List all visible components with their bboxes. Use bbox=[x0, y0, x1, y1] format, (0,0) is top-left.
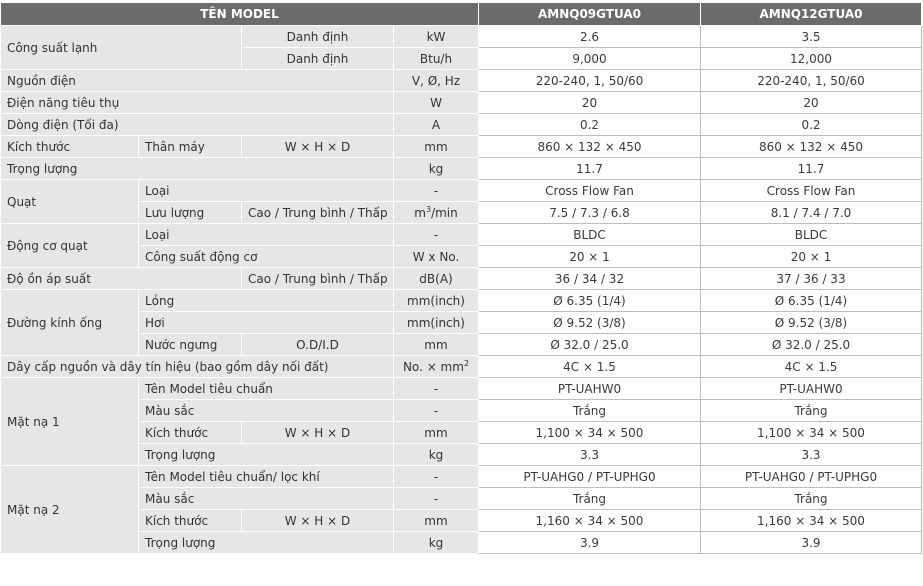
table-row bbox=[1, 70, 922, 92]
table-row bbox=[1, 488, 922, 510]
table-row bbox=[1, 334, 922, 356]
value-model-1: Ø 6.35 (1/4) bbox=[479, 290, 701, 312]
table-row bbox=[1, 224, 922, 246]
value-model-2: 1,100 × 34 × 500 bbox=[701, 422, 922, 444]
row-unit: No. × $mm^2$ bbox=[394, 356, 479, 378]
row-sublabel: Công suất động cơ bbox=[139, 246, 394, 268]
value-model-2: 860 × 132 × 450 bbox=[701, 136, 922, 158]
value-model-2: 220-240, 1, 50/60 bbox=[701, 70, 922, 92]
row-label: Mặt nạ 1 bbox=[1, 378, 139, 466]
table-row bbox=[1, 26, 922, 48]
value-model-2: 20 × 1 bbox=[701, 246, 922, 268]
row-unit: mm bbox=[394, 422, 479, 444]
row-label: Động cơ quạt bbox=[1, 224, 139, 268]
row-label: Kích thước bbox=[1, 136, 139, 158]
row-label: Dây cấp nguồn và dây tín hiệu (bao gồm dây nối đất) bbox=[1, 356, 394, 378]
value-model-1: PT-UAHG0 / PT-UPHG0 bbox=[479, 466, 701, 488]
row-label: Mặt nạ 2 bbox=[1, 466, 139, 554]
value-model-2: 8.1 / 7.4 / 7.0 bbox=[701, 202, 922, 224]
row-sublabel: Thân máy bbox=[139, 136, 242, 158]
value-model-2: 3.9 bbox=[701, 532, 922, 554]
header-model-2: AMNQ12GTUA0 bbox=[701, 3, 922, 26]
header-model-1: AMNQ09GTUA0 bbox=[479, 3, 701, 26]
row-sublabel: Danh định bbox=[242, 48, 394, 70]
row-sublabel: Loại bbox=[139, 224, 394, 246]
row-unit: - bbox=[394, 224, 479, 246]
table-row bbox=[1, 92, 922, 114]
row-sublabel: Màu sắc bbox=[139, 488, 394, 510]
row-unit: mm(inch) bbox=[394, 290, 479, 312]
row-sublabel-detail: Cao / Trung bình / Thấp bbox=[242, 202, 394, 224]
row-sublabel: Trọng lượng bbox=[139, 532, 394, 554]
value-model-1: Ø 9.52 (3/8) bbox=[479, 312, 701, 334]
row-unit: mm bbox=[394, 334, 479, 356]
row-unit: kg bbox=[394, 532, 479, 554]
row-label: Quạt bbox=[1, 180, 139, 224]
value-model-1: PT-UAHW0 bbox=[479, 378, 701, 400]
row-unit: mm bbox=[394, 510, 479, 532]
table-row bbox=[1, 532, 922, 554]
row-sublabel: Tên Model tiêu chuẩn/ lọc khí bbox=[139, 466, 394, 488]
value-model-1: BLDC bbox=[479, 224, 701, 246]
table-row bbox=[1, 158, 922, 180]
header-model-name: TÊN MODEL bbox=[1, 3, 479, 26]
value-model-1: Trắng bbox=[479, 488, 701, 510]
row-unit: - bbox=[394, 488, 479, 510]
row-sublabel: Kích thước bbox=[139, 510, 242, 532]
value-model-1: Ø 32.0 / 25.0 bbox=[479, 334, 701, 356]
row-sublabel-detail: W × H × D bbox=[242, 422, 394, 444]
value-model-2: 3.5 bbox=[701, 26, 922, 48]
value-model-1: 2.6 bbox=[479, 26, 701, 48]
row-sublabel: Màu sắc bbox=[139, 400, 394, 422]
value-model-1: 9,000 bbox=[479, 48, 701, 70]
row-unit: - bbox=[394, 466, 479, 488]
value-model-1: 0.2 bbox=[479, 114, 701, 136]
row-unit: kW bbox=[394, 26, 479, 48]
table-row bbox=[1, 246, 922, 268]
table-row bbox=[1, 114, 922, 136]
row-sublabel: Hơi bbox=[139, 312, 394, 334]
row-sublabel-detail: W × H × D bbox=[242, 510, 394, 532]
value-model-1: 20 × 1 bbox=[479, 246, 701, 268]
value-model-2: BLDC bbox=[701, 224, 922, 246]
value-model-2: 20 bbox=[701, 92, 922, 114]
value-model-2: 0.2 bbox=[701, 114, 922, 136]
row-label: Độ ồn áp suất bbox=[1, 268, 242, 290]
row-label: Nguồn điện bbox=[1, 70, 394, 92]
value-model-1: 3.9 bbox=[479, 532, 701, 554]
row-label: Công suất lạnh bbox=[1, 26, 242, 70]
row-unit: dB(A) bbox=[394, 268, 479, 290]
table-row bbox=[1, 422, 922, 444]
value-model-2: 4C × 1.5 bbox=[701, 356, 922, 378]
value-model-2: PT-UAHW0 bbox=[701, 378, 922, 400]
value-model-1: 20 bbox=[479, 92, 701, 114]
row-sublabel-detail: O.D/I.D bbox=[242, 334, 394, 356]
value-model-1: 11.7 bbox=[479, 158, 701, 180]
row-sublabel: Loại bbox=[139, 180, 394, 202]
value-model-2: Ø 6.35 (1/4) bbox=[701, 290, 922, 312]
table-row bbox=[1, 400, 922, 422]
header-row bbox=[1, 3, 922, 26]
row-unit: mm bbox=[394, 136, 479, 158]
value-model-1: 36 / 34 / 32 bbox=[479, 268, 701, 290]
value-model-2: Cross Flow Fan bbox=[701, 180, 922, 202]
row-unit: A bbox=[394, 114, 479, 136]
row-sublabel: Lỏng bbox=[139, 290, 394, 312]
row-label: Đường kính ống bbox=[1, 290, 139, 356]
table-row bbox=[1, 510, 922, 532]
table-row bbox=[1, 444, 922, 466]
table-row bbox=[1, 202, 922, 224]
row-sublabel: Lưu lượng bbox=[139, 202, 242, 224]
value-model-2: Ø 9.52 (3/8) bbox=[701, 312, 922, 334]
value-model-1: 860 × 132 × 450 bbox=[479, 136, 701, 158]
value-model-2: 1,160 × 34 × 500 bbox=[701, 510, 922, 532]
table-row bbox=[1, 290, 922, 312]
row-sublabel: Nước ngưng bbox=[139, 334, 242, 356]
row-unit: W x No. bbox=[394, 246, 479, 268]
row-label: Trọng lượng bbox=[1, 158, 394, 180]
value-model-2: Trắng bbox=[701, 400, 922, 422]
value-model-2: Trắng bbox=[701, 488, 922, 510]
row-sublabel: Trọng lượng bbox=[139, 444, 394, 466]
value-model-1: Cross Flow Fan bbox=[479, 180, 701, 202]
value-model-1: 7.5 / 7.3 / 6.8 bbox=[479, 202, 701, 224]
value-model-1: 4C × 1.5 bbox=[479, 356, 701, 378]
value-model-1: 3.3 bbox=[479, 444, 701, 466]
value-model-1: 220-240, 1, 50/60 bbox=[479, 70, 701, 92]
value-model-2: 3.3 bbox=[701, 444, 922, 466]
table-row bbox=[1, 378, 922, 400]
row-unit: kg bbox=[394, 444, 479, 466]
row-unit: kg bbox=[394, 158, 479, 180]
value-model-1: 1,160 × 34 × 500 bbox=[479, 510, 701, 532]
row-unit: W bbox=[394, 92, 479, 114]
table-row bbox=[1, 180, 922, 202]
value-model-2: 37 / 36 / 33 bbox=[701, 268, 922, 290]
row-unit: - bbox=[394, 378, 479, 400]
value-model-1: Trắng bbox=[479, 400, 701, 422]
value-model-2: 11.7 bbox=[701, 158, 922, 180]
row-unit: - bbox=[394, 180, 479, 202]
row-unit: $m^3/\min$ bbox=[394, 202, 479, 224]
table-row bbox=[1, 356, 922, 378]
value-model-2: Ø 32.0 / 25.0 bbox=[701, 334, 922, 356]
row-sublabel: Danh định bbox=[242, 26, 394, 48]
row-sublabel: Kích thước bbox=[139, 422, 242, 444]
table-row bbox=[1, 136, 922, 158]
row-unit: - bbox=[394, 400, 479, 422]
row-unit: Btu/h bbox=[394, 48, 479, 70]
row-label: Dòng điện (Tối đa) bbox=[1, 114, 394, 136]
row-sublabel: Tên Model tiêu chuẩn bbox=[139, 378, 394, 400]
table-row bbox=[1, 466, 922, 488]
row-unit: V, Ø, Hz bbox=[394, 70, 479, 92]
row-sublabel-detail: Cao / Trung bình / Thấp bbox=[242, 268, 394, 290]
row-label: Điện năng tiêu thụ bbox=[1, 92, 394, 114]
table-row bbox=[1, 268, 922, 290]
row-unit: mm(inch) bbox=[394, 312, 479, 334]
value-model-2: PT-UAHG0 / PT-UPHG0 bbox=[701, 466, 922, 488]
table-row bbox=[1, 312, 922, 334]
value-model-1: 1,100 × 34 × 500 bbox=[479, 422, 701, 444]
spec-table bbox=[0, 2, 922, 554]
value-model-2: 12,000 bbox=[701, 48, 922, 70]
row-sublabel-detail: W × H × D bbox=[242, 136, 394, 158]
